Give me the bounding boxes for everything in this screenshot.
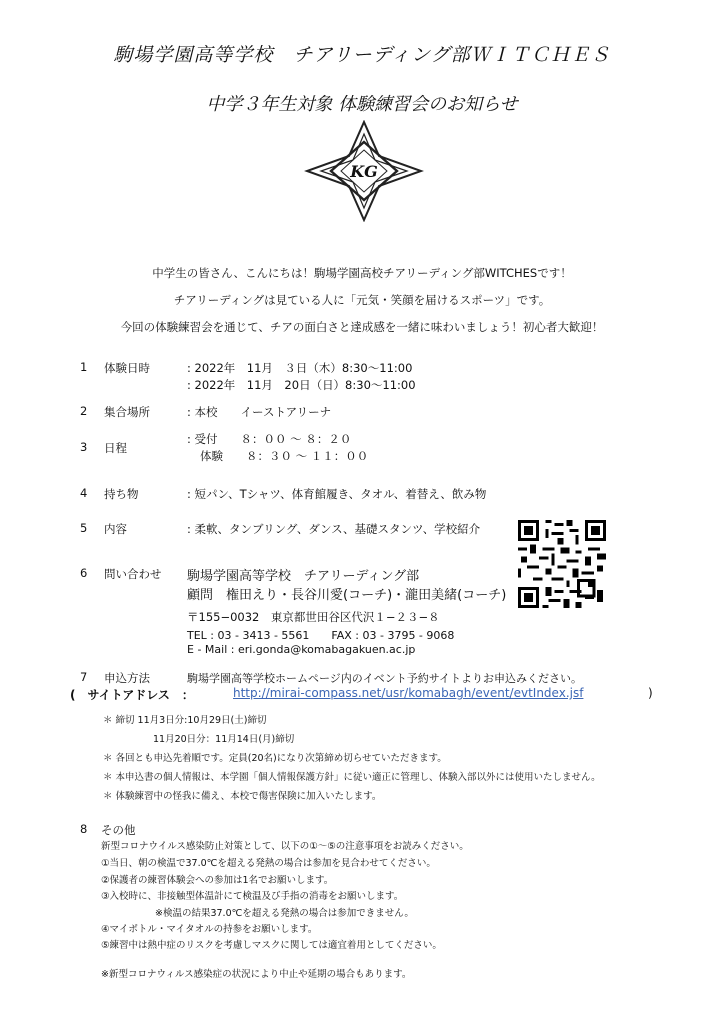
section-label: 集合場所 xyxy=(104,405,150,419)
schedule-reception: : 受付 ８：００ 〜 ８：２０ xyxy=(187,432,352,446)
cancellation-note: ※新型コロナウィルス感染症の状況により中止や延期の場合もあります。 xyxy=(101,969,412,980)
contact-advisor: 顧問 権田えり・長谷川愛(コーチ)・瀧田美緒(コーチ) xyxy=(187,588,507,603)
contact-org: 駒場学園高等学校 チアリーディング部 xyxy=(187,569,420,584)
covid-rule-2: ②保護者の練習体験会への参加は1名でお願いします。 xyxy=(101,875,334,886)
contact-address: 〒155−0032 東京都世田谷区代沢１−２３−８ xyxy=(187,610,440,624)
event-date-2: : 2022年 11月 20日（日）8:30〜11:00 xyxy=(187,378,416,392)
section-number: 6 xyxy=(80,566,88,580)
covid-rule-3: ③入校時に、非接触型体温計にて検温及び手指の消毒をお願いします。 xyxy=(101,891,404,902)
privacy-note: ＊ 本申込書の個人情報は、本学園「個人情報保護方針」に従い適正に管理し、体験入部以外には使用いたしません。 xyxy=(103,772,601,783)
section-label: 日程 xyxy=(104,441,127,455)
kg-logo-icon xyxy=(303,120,425,222)
content: : 柔軟、タンブリング、ダンス、基礎スタンツ、学校紹介 xyxy=(187,522,481,536)
site-address-label: ( サイトアドレス ： xyxy=(70,688,194,702)
section-number: 4 xyxy=(80,486,88,500)
section-number: 2 xyxy=(80,404,88,418)
logo-letters: KG xyxy=(350,162,378,181)
page-title: 駒場学園高等学校 チアリーディング部ＷＩＴＣＨＥＳ xyxy=(113,44,611,66)
section-label: その他 xyxy=(101,823,136,837)
contact-tel-fax: TEL : 03 - 3413 - 5561 FAX : 03 - 3795 - 9068 xyxy=(187,629,455,642)
intro-line-2: チアリーディングは見ている人に「元気・笑顔を届けるスポーツ」です。 xyxy=(173,293,551,307)
section-label: 持ち物 xyxy=(104,487,139,501)
covid-rule-1: ①当日、朝の検温で37.0℃を超える発熱の場合は参加を見合わせてください。 xyxy=(101,858,436,869)
section-number: 1 xyxy=(80,360,88,374)
section-label: 内容 xyxy=(104,522,127,536)
section-number: 8 xyxy=(80,822,88,836)
intro-line-3: 今回の体験練習会を通じて、チアの面白さと達成感を一緒に味わいましょう！初心者大歓迎！ xyxy=(120,320,604,334)
covid-rule-4: ④マイボトル・マイタオルの持参をお願いします。 xyxy=(101,924,318,935)
section-number: 3 xyxy=(80,440,88,454)
event-date-1: : 2022年 11月 ３日（木）8:30〜11:00 xyxy=(187,361,413,375)
section-label: 体験日時 xyxy=(104,361,150,375)
site-url-link[interactable]: http://mirai-compass.net/usr/komabagh/event/evtIndex.jsf xyxy=(233,686,584,700)
deadline-note-1: ＊ 締切 11月3日分:10月29日(土)締切 xyxy=(103,715,267,726)
schedule-trial: 体験 ８：３０ 〜 １１：００ xyxy=(200,449,369,463)
qr-code-icon xyxy=(518,520,606,608)
covid-intro: 新型コロナウイルス感染防止対策として、以下の①〜⑤の注意事項をお読みください。 xyxy=(101,841,469,852)
application-method: 駒場学園高等学校ホームページ内のイベント予約サイトよりお申込みください。 xyxy=(187,672,583,685)
contact-email[interactable]: E - Mail : eri.gonda@komabagakuen.ac.jp xyxy=(187,643,416,656)
intro-line-1: 中学生の皆さん、こんにちは！駒場学園高校チアリーディング部WITCHESです！ xyxy=(152,266,572,280)
section-number: 5 xyxy=(80,521,88,535)
capacity-note: ＊ 各回とも申込先着順です。定員(20名)になり次第締め切らせていただきます。 xyxy=(103,753,447,764)
section-number: 7 xyxy=(80,670,88,684)
page-subtitle: 中学３年生対象 体験練習会のお知らせ xyxy=(206,94,518,115)
insurance-note: ＊ 体験練習中の怪我に備え、本校で傷害保険に加入いたします。 xyxy=(103,791,382,802)
covid-rule-5: ⑤練習中は熱中症のリスクを考慮しマスクに関しては適宜着用としてください。 xyxy=(101,940,442,951)
section-label: 問い合わせ xyxy=(104,567,162,581)
section-label: 申込方法 xyxy=(104,671,150,685)
site-address-close: ) xyxy=(648,686,653,700)
covid-rule-3-note: ※検温の結果37.0℃を超える発熱の場合は参加できません。 xyxy=(155,908,414,919)
meeting-place: : 本校 イーストアリーナ xyxy=(187,405,332,419)
deadline-note-2: 11月20日分：11月14日(月)締切 xyxy=(153,734,295,745)
items-to-bring: : 短パン、Tシャツ、体育館履き、タオル、着替え、飲み物 xyxy=(187,487,487,501)
